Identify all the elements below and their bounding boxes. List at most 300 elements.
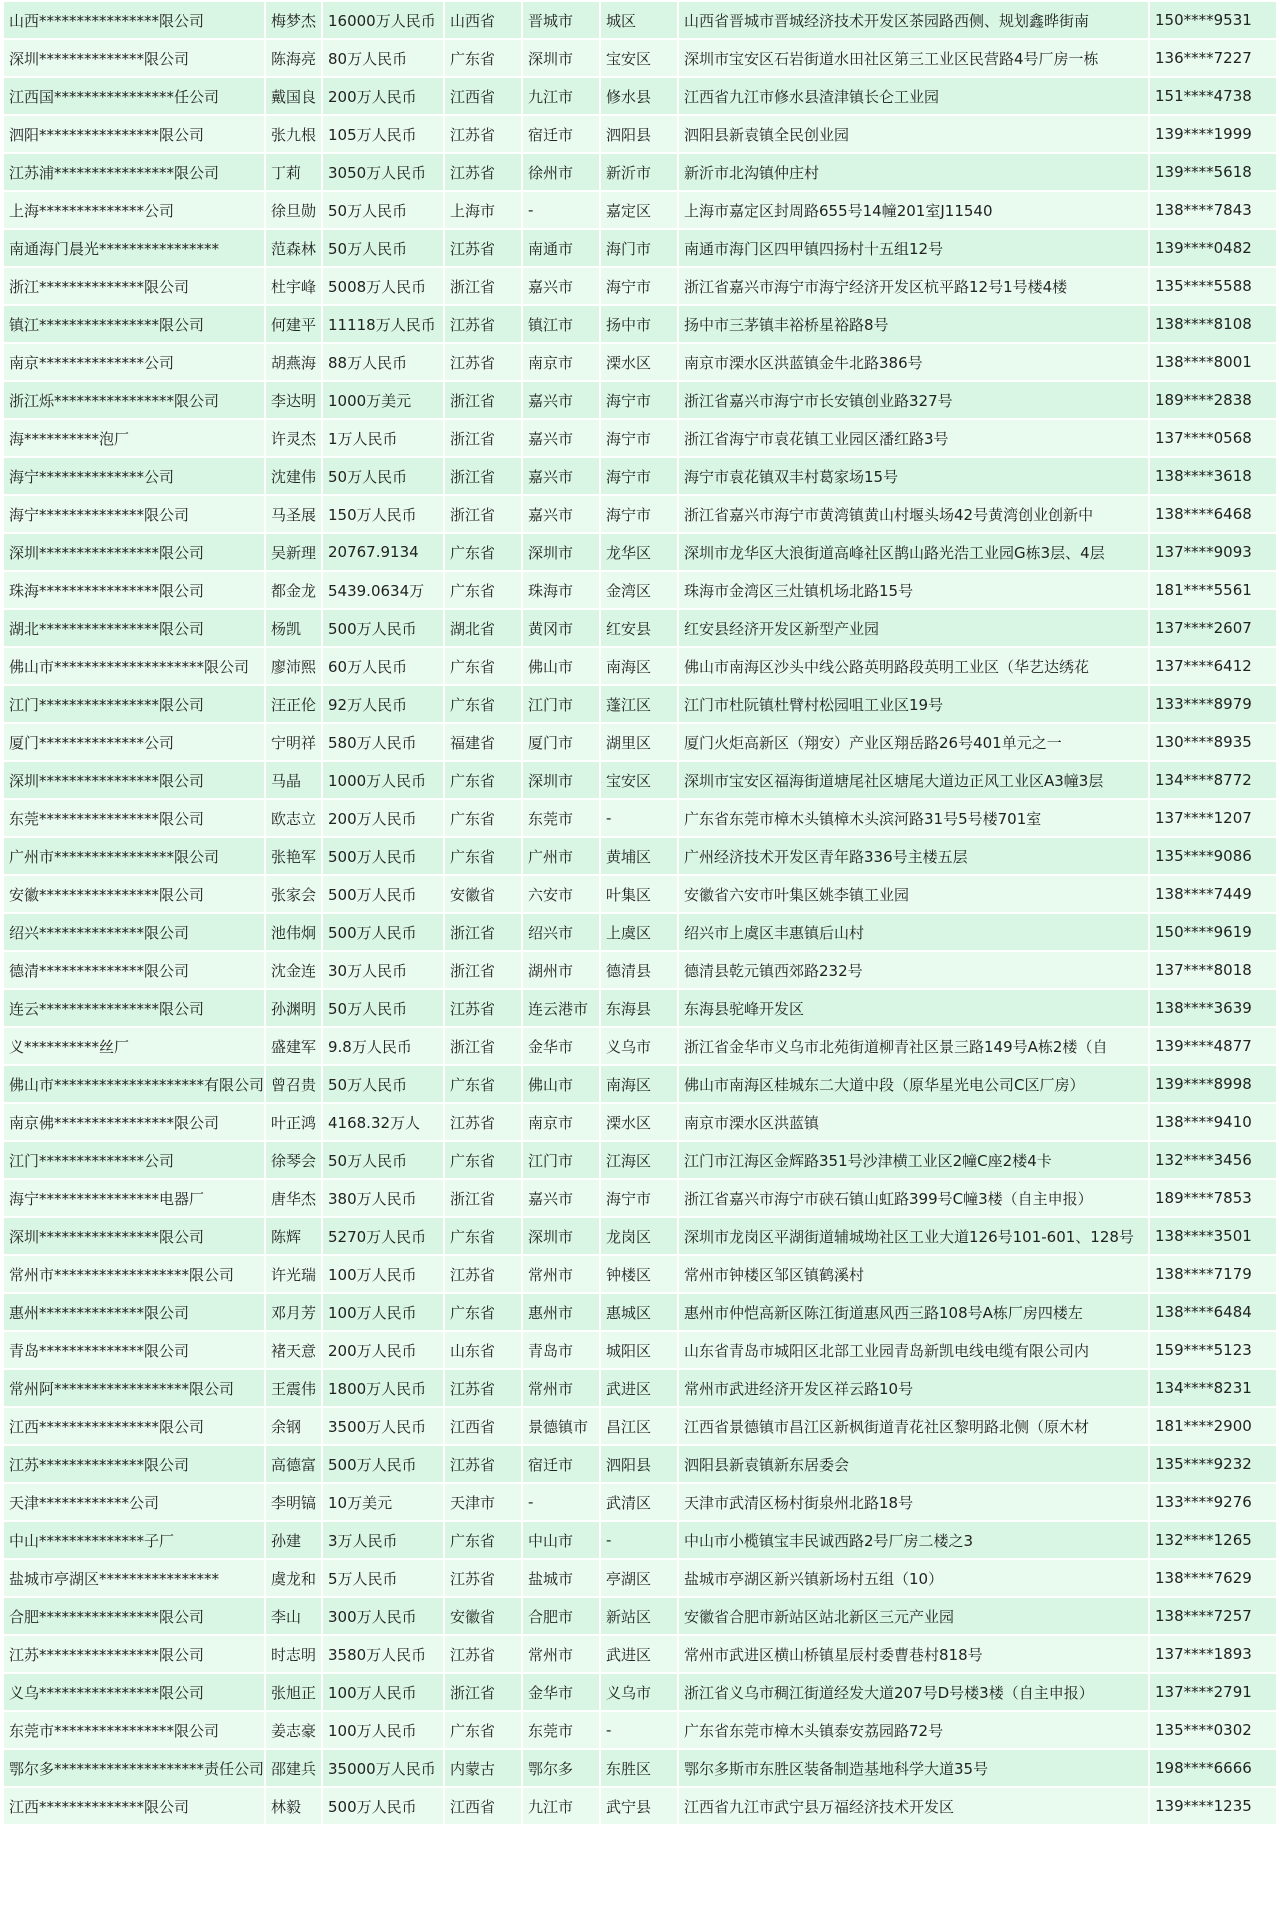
- province-cell: 江苏省: [445, 990, 521, 1026]
- table-row: [4, 990, 1276, 1026]
- district-cell: -: [601, 1712, 677, 1748]
- province-cell: 浙江省: [445, 420, 521, 456]
- registered-capital-cell: 3050万人民币: [323, 154, 443, 190]
- legal-representative-cell: 杜宇峰: [266, 268, 321, 304]
- city-cell: 广州市: [523, 838, 599, 874]
- phone-cell: 135****0302: [1150, 1712, 1276, 1748]
- legal-representative-cell: 邓月芳: [266, 1294, 321, 1330]
- city-cell: 连云港市: [523, 990, 599, 1026]
- legal-representative-cell: 胡燕海: [266, 344, 321, 380]
- legal-representative-cell: 徐旦勋: [266, 192, 321, 228]
- province-cell: 广东省: [445, 686, 521, 722]
- table-row: [4, 458, 1276, 494]
- phone-cell: 159****5123: [1150, 1332, 1276, 1368]
- province-cell: 浙江省: [445, 952, 521, 988]
- city-cell: 佛山市: [523, 1066, 599, 1102]
- registered-capital-cell: 30万人民币: [323, 952, 443, 988]
- district-cell: 武进区: [601, 1370, 677, 1406]
- table-row: [4, 1180, 1276, 1216]
- company-name-cell: 天津************公司: [4, 1484, 264, 1520]
- legal-representative-cell: 陈辉: [266, 1218, 321, 1254]
- company-name-cell: 鄂尔多********************责任公司: [4, 1750, 264, 1786]
- registered-capital-cell: 50万人民币: [323, 1142, 443, 1178]
- province-cell: 广东省: [445, 1066, 521, 1102]
- registered-capital-cell: 1800万人民币: [323, 1370, 443, 1406]
- phone-cell: 139****1235: [1150, 1788, 1276, 1824]
- city-cell: 金华市: [523, 1674, 599, 1710]
- district-cell: 海宁市: [601, 420, 677, 456]
- district-cell: 龙华区: [601, 534, 677, 570]
- phone-cell: 138****7257: [1150, 1598, 1276, 1634]
- address-cell: 佛山市南海区沙头中线公路英明路段英明工业区（华艺达绣花: [679, 648, 1148, 684]
- province-cell: 江西省: [445, 1788, 521, 1824]
- company-name-cell: 广州市****************限公司: [4, 838, 264, 874]
- company-name-cell: 江苏浦****************限公司: [4, 154, 264, 190]
- city-cell: 景德镇市: [523, 1408, 599, 1444]
- city-cell: 深圳市: [523, 40, 599, 76]
- registered-capital-cell: 50万人民币: [323, 230, 443, 266]
- registered-capital-cell: 35000万人民币: [323, 1750, 443, 1786]
- company-name-cell: 惠州**************限公司: [4, 1294, 264, 1330]
- phone-cell: 132****3456: [1150, 1142, 1276, 1178]
- city-cell: 南京市: [523, 1104, 599, 1140]
- registered-capital-cell: 100万人民币: [323, 1674, 443, 1710]
- address-cell: 海宁市袁花镇双丰村葛家场15号: [679, 458, 1148, 494]
- legal-representative-cell: 欧志立: [266, 800, 321, 836]
- province-cell: 浙江省: [445, 496, 521, 532]
- province-cell: 广东省: [445, 40, 521, 76]
- city-cell: 湖州市: [523, 952, 599, 988]
- city-cell: 惠州市: [523, 1294, 599, 1330]
- table-row: [4, 1218, 1276, 1254]
- company-name-cell: 东莞市****************限公司: [4, 1712, 264, 1748]
- district-cell: 武进区: [601, 1636, 677, 1672]
- address-cell: 浙江省嘉兴市海宁市黄湾镇黄山村堰头场42号黄湾创业创新中: [679, 496, 1148, 532]
- registered-capital-cell: 4168.32万人: [323, 1104, 443, 1140]
- phone-cell: 139****0482: [1150, 230, 1276, 266]
- table-row: [4, 1446, 1276, 1482]
- company-name-cell: 江门****************限公司: [4, 686, 264, 722]
- table-row: [4, 1636, 1276, 1672]
- city-cell: 镇江市: [523, 306, 599, 342]
- table-row: [4, 648, 1276, 684]
- registered-capital-cell: 200万人民币: [323, 800, 443, 836]
- phone-cell: 181****2900: [1150, 1408, 1276, 1444]
- address-cell: 常州市钟楼区邹区镇鹤溪村: [679, 1256, 1148, 1292]
- company-name-cell: 泗阳****************限公司: [4, 116, 264, 152]
- phone-cell: 135****9086: [1150, 838, 1276, 874]
- phone-cell: 189****7853: [1150, 1180, 1276, 1216]
- company-name-cell: 上海**************公司: [4, 192, 264, 228]
- district-cell: 海宁市: [601, 382, 677, 418]
- city-cell: 鄂尔多: [523, 1750, 599, 1786]
- company-name-cell: 南京佛****************限公司: [4, 1104, 264, 1140]
- legal-representative-cell: 虞龙和: [266, 1560, 321, 1596]
- city-cell: 合肥市: [523, 1598, 599, 1634]
- address-cell: 珠海市金湾区三灶镇机场北路15号: [679, 572, 1148, 608]
- address-cell: 南京市溧水区洪蓝镇: [679, 1104, 1148, 1140]
- city-cell: 嘉兴市: [523, 268, 599, 304]
- address-cell: 江门市杜阮镇杜臂村松园咀工业区19号: [679, 686, 1148, 722]
- registered-capital-cell: 10万美元: [323, 1484, 443, 1520]
- city-cell: 佛山市: [523, 648, 599, 684]
- district-cell: 海宁市: [601, 496, 677, 532]
- phone-cell: 138****7449: [1150, 876, 1276, 912]
- address-cell: 江西省景德镇市昌江区新枫街道青花社区黎明路北侧（原木材: [679, 1408, 1148, 1444]
- table-row: [4, 534, 1276, 570]
- province-cell: 江西省: [445, 78, 521, 114]
- district-cell: 义乌市: [601, 1674, 677, 1710]
- province-cell: 广东省: [445, 800, 521, 836]
- district-cell: 宝安区: [601, 40, 677, 76]
- company-name-cell: 南通海门晨光****************: [4, 230, 264, 266]
- registered-capital-cell: 500万人民币: [323, 876, 443, 912]
- address-cell: 中山市小榄镇宝丰民诚西路2号厂房二楼之3: [679, 1522, 1148, 1558]
- table-row: [4, 1788, 1276, 1824]
- province-cell: 广东省: [445, 762, 521, 798]
- province-cell: 安徽省: [445, 876, 521, 912]
- company-name-cell: 佛山市********************限公司: [4, 648, 264, 684]
- address-cell: 浙江省义乌市稠江街道经发大道207号D号楼3楼（自主申报）: [679, 1674, 1148, 1710]
- table-row: [4, 800, 1276, 836]
- phone-cell: 150****9531: [1150, 2, 1276, 38]
- city-cell: 九江市: [523, 78, 599, 114]
- province-cell: 福建省: [445, 724, 521, 760]
- address-cell: 深圳市宝安区福海街道塘尾社区塘尾大道边正风工业区A3幢3层: [679, 762, 1148, 798]
- district-cell: 蓬江区: [601, 686, 677, 722]
- registered-capital-cell: 500万人民币: [323, 1788, 443, 1824]
- table-row: [4, 914, 1276, 950]
- registered-capital-cell: 380万人民币: [323, 1180, 443, 1216]
- table-row: [4, 1522, 1276, 1558]
- district-cell: 龙岗区: [601, 1218, 677, 1254]
- address-cell: 浙江省嘉兴市海宁市长安镇创业路327号: [679, 382, 1148, 418]
- province-cell: 浙江省: [445, 458, 521, 494]
- district-cell: 武清区: [601, 1484, 677, 1520]
- district-cell: 钟楼区: [601, 1256, 677, 1292]
- company-name-cell: 常州市******************限公司: [4, 1256, 264, 1292]
- phone-cell: 137****0568: [1150, 420, 1276, 456]
- city-cell: 金华市: [523, 1028, 599, 1064]
- company-name-cell: 湖北****************限公司: [4, 610, 264, 646]
- phone-cell: 138****7843: [1150, 192, 1276, 228]
- legal-representative-cell: 沈金连: [266, 952, 321, 988]
- table-row: [4, 1332, 1276, 1368]
- table-row: [4, 1598, 1276, 1634]
- district-cell: 新沂市: [601, 154, 677, 190]
- phone-cell: 136****7227: [1150, 40, 1276, 76]
- phone-cell: 138****6468: [1150, 496, 1276, 532]
- company-name-cell: 安徽****************限公司: [4, 876, 264, 912]
- table-row: [4, 496, 1276, 532]
- district-cell: 义乌市: [601, 1028, 677, 1064]
- province-cell: 广东省: [445, 534, 521, 570]
- table-row: [4, 1104, 1276, 1140]
- province-cell: 浙江省: [445, 1028, 521, 1064]
- address-cell: 常州市武进区横山桥镇星辰村委曹巷村818号: [679, 1636, 1148, 1672]
- legal-representative-cell: 马晶: [266, 762, 321, 798]
- company-name-cell: 常州阿******************限公司: [4, 1370, 264, 1406]
- district-cell: 城区: [601, 2, 677, 38]
- registered-capital-cell: 500万人民币: [323, 1446, 443, 1482]
- city-cell: 盐城市: [523, 1560, 599, 1596]
- phone-cell: 139****1999: [1150, 116, 1276, 152]
- legal-representative-cell: 沈建伟: [266, 458, 321, 494]
- address-cell: 南通市海门区四甲镇四扬村十五组12号: [679, 230, 1148, 266]
- province-cell: 江苏省: [445, 230, 521, 266]
- district-cell: 金湾区: [601, 572, 677, 608]
- legal-representative-cell: 宁明祥: [266, 724, 321, 760]
- city-cell: 嘉兴市: [523, 382, 599, 418]
- address-cell: 佛山市南海区桂城东二大道中段（原华星光电公司C区厂房）: [679, 1066, 1148, 1102]
- district-cell: 湖里区: [601, 724, 677, 760]
- registered-capital-cell: 100万人民币: [323, 1256, 443, 1292]
- registered-capital-cell: 5万人民币: [323, 1560, 443, 1596]
- legal-representative-cell: 余钢: [266, 1408, 321, 1444]
- city-cell: 嘉兴市: [523, 458, 599, 494]
- company-name-cell: 深圳**************限公司: [4, 40, 264, 76]
- district-cell: 嘉定区: [601, 192, 677, 228]
- city-cell: 东莞市: [523, 1712, 599, 1748]
- registered-capital-cell: 50万人民币: [323, 458, 443, 494]
- registered-capital-cell: 1000万美元: [323, 382, 443, 418]
- city-cell: 嘉兴市: [523, 496, 599, 532]
- address-cell: 江西省九江市武宁县万福经济技术开发区: [679, 1788, 1148, 1824]
- table-row: [4, 116, 1276, 152]
- address-cell: 安徽省合肥市新站区站北新区三元产业园: [679, 1598, 1148, 1634]
- company-name-cell: 深圳****************限公司: [4, 762, 264, 798]
- district-cell: 新站区: [601, 1598, 677, 1634]
- province-cell: 江苏省: [445, 154, 521, 190]
- province-cell: 广东省: [445, 1142, 521, 1178]
- company-name-cell: 镇江****************限公司: [4, 306, 264, 342]
- city-cell: 南通市: [523, 230, 599, 266]
- legal-representative-cell: 杨凯: [266, 610, 321, 646]
- legal-representative-cell: 曾召贵: [266, 1066, 321, 1102]
- district-cell: 泗阳县: [601, 116, 677, 152]
- registered-capital-cell: 11118万人民币: [323, 306, 443, 342]
- table-row: [4, 1484, 1276, 1520]
- company-name-cell: 义**********丝厂: [4, 1028, 264, 1064]
- table-row: [4, 1674, 1276, 1710]
- company-name-cell: 盐城市亭湖区****************: [4, 1560, 264, 1596]
- company-name-cell: 德清**************限公司: [4, 952, 264, 988]
- table-row: [4, 420, 1276, 456]
- legal-representative-cell: 高德富: [266, 1446, 321, 1482]
- phone-cell: 139****5618: [1150, 154, 1276, 190]
- table-row: [4, 1408, 1276, 1444]
- address-cell: 盐城市亭湖区新兴镇新场村五组（10）: [679, 1560, 1148, 1596]
- registered-capital-cell: 50万人民币: [323, 1066, 443, 1102]
- city-cell: -: [523, 1484, 599, 1520]
- province-cell: 广东省: [445, 1294, 521, 1330]
- district-cell: 溧水区: [601, 344, 677, 380]
- province-cell: 浙江省: [445, 268, 521, 304]
- phone-cell: 138****3501: [1150, 1218, 1276, 1254]
- district-cell: 叶集区: [601, 876, 677, 912]
- district-cell: 泗阳县: [601, 1446, 677, 1482]
- province-cell: 江西省: [445, 1408, 521, 1444]
- phone-cell: 135****5588: [1150, 268, 1276, 304]
- province-cell: 广东省: [445, 838, 521, 874]
- province-cell: 江苏省: [445, 1256, 521, 1292]
- company-name-cell: 海宁**************限公司: [4, 496, 264, 532]
- phone-cell: 138****3618: [1150, 458, 1276, 494]
- province-cell: 江苏省: [445, 306, 521, 342]
- company-name-cell: 江西****************限公司: [4, 1408, 264, 1444]
- address-cell: 泗阳县新袁镇新东居委会: [679, 1446, 1148, 1482]
- city-cell: 常州市: [523, 1256, 599, 1292]
- phone-cell: 137****6412: [1150, 648, 1276, 684]
- registered-capital-cell: 200万人民币: [323, 78, 443, 114]
- company-name-cell: 青岛**************限公司: [4, 1332, 264, 1368]
- legal-representative-cell: 孙渊明: [266, 990, 321, 1026]
- district-cell: 惠城区: [601, 1294, 677, 1330]
- registered-capital-cell: 50万人民币: [323, 192, 443, 228]
- legal-representative-cell: 姜志豪: [266, 1712, 321, 1748]
- city-cell: -: [523, 192, 599, 228]
- city-cell: 九江市: [523, 1788, 599, 1824]
- table-row: [4, 1750, 1276, 1786]
- company-name-cell: 浙江**************限公司: [4, 268, 264, 304]
- company-name-cell: 合肥****************限公司: [4, 1598, 264, 1634]
- table-row: [4, 2, 1276, 38]
- address-cell: 惠州市仲恺高新区陈江街道惠风西三路108号A栋厂房四楼左: [679, 1294, 1148, 1330]
- registered-capital-cell: 1000万人民币: [323, 762, 443, 798]
- address-cell: 深圳市龙岗区平湖街道辅城坳社区工业大道126号101-601、128号: [679, 1218, 1148, 1254]
- table-row: [4, 1294, 1276, 1330]
- address-cell: 厦门火炬高新区（翔安）产业区翔岳路26号401单元之一: [679, 724, 1148, 760]
- registered-capital-cell: 150万人民币: [323, 496, 443, 532]
- table-row: [4, 192, 1276, 228]
- city-cell: 晋城市: [523, 2, 599, 38]
- table-row: [4, 572, 1276, 608]
- legal-representative-cell: 叶正鸿: [266, 1104, 321, 1140]
- phone-cell: 138****8001: [1150, 344, 1276, 380]
- address-cell: 浙江省嘉兴市海宁市硖石镇山虹路399号C幢3楼（自主申报）: [679, 1180, 1148, 1216]
- address-cell: 山西省晋城市晋城经济技术开发区茶园路西侧、规划鑫晔街南: [679, 2, 1148, 38]
- legal-representative-cell: 褚天意: [266, 1332, 321, 1368]
- province-cell: 广东省: [445, 648, 521, 684]
- legal-representative-cell: 许光瑞: [266, 1256, 321, 1292]
- table-row: [4, 78, 1276, 114]
- city-cell: 嘉兴市: [523, 1180, 599, 1216]
- table-row: [4, 154, 1276, 190]
- legal-representative-cell: 吴新理: [266, 534, 321, 570]
- legal-representative-cell: 许灵杰: [266, 420, 321, 456]
- company-name-cell: 中山**************子厂: [4, 1522, 264, 1558]
- table-row: [4, 762, 1276, 798]
- legal-representative-cell: 汪正伦: [266, 686, 321, 722]
- table-row: [4, 1370, 1276, 1406]
- phone-cell: 134****8231: [1150, 1370, 1276, 1406]
- table-row: [4, 1256, 1276, 1292]
- province-cell: 江苏省: [445, 1636, 521, 1672]
- address-cell: 德清县乾元镇西郊路232号: [679, 952, 1148, 988]
- registered-capital-cell: 9.8万人民币: [323, 1028, 443, 1064]
- registered-capital-cell: 3580万人民币: [323, 1636, 443, 1672]
- address-cell: 红安县经济开发区新型产业园: [679, 610, 1148, 646]
- company-name-cell: 江苏**************限公司: [4, 1446, 264, 1482]
- province-cell: 江苏省: [445, 344, 521, 380]
- city-cell: 绍兴市: [523, 914, 599, 950]
- province-cell: 山东省: [445, 1332, 521, 1368]
- district-cell: 南海区: [601, 1066, 677, 1102]
- registered-capital-cell: 300万人民币: [323, 1598, 443, 1634]
- phone-cell: 134****8772: [1150, 762, 1276, 798]
- phone-cell: 198****6666: [1150, 1750, 1276, 1786]
- table-row: [4, 876, 1276, 912]
- city-cell: 江门市: [523, 1142, 599, 1178]
- legal-representative-cell: 池伟炯: [266, 914, 321, 950]
- table-row: [4, 382, 1276, 418]
- table-row: [4, 1560, 1276, 1596]
- legal-representative-cell: 张家会: [266, 876, 321, 912]
- legal-representative-cell: 孙建: [266, 1522, 321, 1558]
- province-cell: 江苏省: [445, 1560, 521, 1596]
- address-cell: 浙江省海宁市袁花镇工业园区潘红路3号: [679, 420, 1148, 456]
- legal-representative-cell: 都金龙: [266, 572, 321, 608]
- table-row: [4, 1142, 1276, 1178]
- table-row: [4, 724, 1276, 760]
- phone-cell: 137****2607: [1150, 610, 1276, 646]
- legal-representative-cell: 戴国良: [266, 78, 321, 114]
- province-cell: 广东省: [445, 1218, 521, 1254]
- phone-cell: 137****2791: [1150, 1674, 1276, 1710]
- phone-cell: 150****9619: [1150, 914, 1276, 950]
- table-row: [4, 306, 1276, 342]
- province-cell: 江苏省: [445, 1104, 521, 1140]
- registered-capital-cell: 16000万人民币: [323, 2, 443, 38]
- legal-representative-cell: 徐琴会: [266, 1142, 321, 1178]
- city-cell: 珠海市: [523, 572, 599, 608]
- company-name-cell: 厦门**************公司: [4, 724, 264, 760]
- province-cell: 浙江省: [445, 382, 521, 418]
- address-cell: 浙江省金华市义乌市北苑街道柳青社区景三路149号A栋2楼（自: [679, 1028, 1148, 1064]
- city-cell: 宿迁市: [523, 1446, 599, 1482]
- address-cell: 泗阳县新袁镇全民创业园: [679, 116, 1148, 152]
- company-name-cell: 珠海****************限公司: [4, 572, 264, 608]
- district-cell: 海宁市: [601, 458, 677, 494]
- district-cell: 上虞区: [601, 914, 677, 950]
- phone-cell: 138****3639: [1150, 990, 1276, 1026]
- company-name-cell: 东莞****************限公司: [4, 800, 264, 836]
- address-cell: 天津市武清区杨村街泉州北路18号: [679, 1484, 1148, 1520]
- district-cell: 红安县: [601, 610, 677, 646]
- phone-cell: 139****4877: [1150, 1028, 1276, 1064]
- address-cell: 新沂市北沟镇仲庄村: [679, 154, 1148, 190]
- province-cell: 上海市: [445, 192, 521, 228]
- address-cell: 上海市嘉定区封周路655号14幢201室J11540: [679, 192, 1148, 228]
- company-name-cell: 海宁**************公司: [4, 458, 264, 494]
- city-cell: 六安市: [523, 876, 599, 912]
- city-cell: 深圳市: [523, 762, 599, 798]
- registered-capital-cell: 80万人民币: [323, 40, 443, 76]
- address-cell: 浙江省嘉兴市海宁市海宁经济开发区杭平路12号1号楼4楼: [679, 268, 1148, 304]
- legal-representative-cell: 廖沛熙: [266, 648, 321, 684]
- province-cell: 浙江省: [445, 1180, 521, 1216]
- province-cell: 天津市: [445, 1484, 521, 1520]
- table-row: [4, 40, 1276, 76]
- district-cell: 德清县: [601, 952, 677, 988]
- table-row: [4, 610, 1276, 646]
- province-cell: 内蒙古: [445, 1750, 521, 1786]
- company-name-cell: 绍兴**************限公司: [4, 914, 264, 950]
- phone-cell: 130****8935: [1150, 724, 1276, 760]
- district-cell: 东胜区: [601, 1750, 677, 1786]
- address-cell: 绍兴市上虞区丰惠镇后山村: [679, 914, 1148, 950]
- registered-capital-cell: 60万人民币: [323, 648, 443, 684]
